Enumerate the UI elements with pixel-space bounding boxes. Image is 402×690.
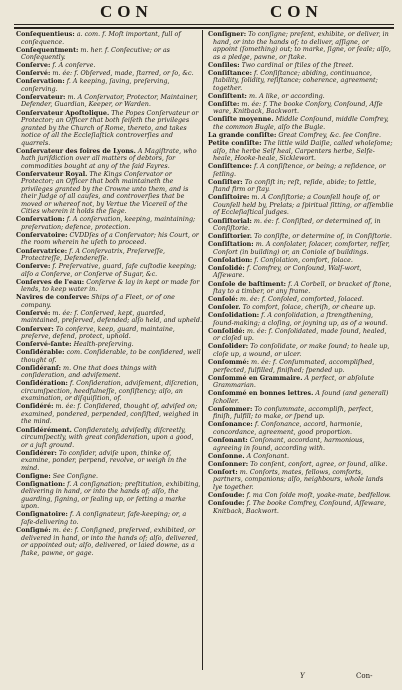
entry-headword: Conſidérément. [16,425,72,434]
entry-headword: Conſerves de l'eau: [16,277,85,286]
entry-headword: Conſiſtent: [208,91,247,100]
entry-definition: m. ée: f. Conſiſted, or determined of, in Conſiſtorie. [213,216,381,233]
entry-definition: Health-preſerving. [73,340,134,349]
dictionary-entry [16,78,202,93]
entry-headword: Conſiſter: [208,177,243,186]
entry-headword: Conſolidé: [208,263,245,272]
entry-headword: Conſonner: [208,459,249,468]
dictionary-entry [16,148,202,171]
dictionary-entry [208,375,394,390]
entry-definition: m. A Conſervator, Protector, Maintainer, Defender, Guardian, Keeper, or Warden. [21,92,198,109]
entry-definition: Conſonant, accordant, harmonious, agreeing in ſound, according with. [213,436,365,452]
entry-definition: m. One that does things with conſideration, and adviſement. [21,363,157,380]
dictionary-entry [16,481,202,511]
entry-definition: To conſiſt in; reſt, reſide, abide; to ſettle, ſtand firm or ſtay. [213,177,377,194]
entry-headword: Conſidérable: [16,348,65,357]
dictionary-entry [16,94,202,109]
entry-definition: f. A conſervation, keeping, maintaining; preſervation; defence, protection. [21,215,196,231]
dictionary-entry [208,31,394,61]
entry-definition: f. Conſideration, adviſement, diſcretion, circumſpection, heedfulneſſe, conſiſtency; alſo, an examination, or diſquiſition, of. [21,379,199,403]
entry-definition: f. ma Con ſolde moſt, yoake-mate, bedfellow. [246,490,391,499]
dictionary-entry [16,31,202,46]
entry-headword: Conſervatoire: [16,230,68,239]
dictionary-entry [208,241,394,256]
entry-headword: Conſidéré: [16,402,54,411]
entry-headword: Conſommé en bonnes lettres. [208,389,314,398]
entry-definition: m. ée: f. Conſummated, accompliſhed, perfected, fulfilled, finiſhed; ſpended up. [213,358,375,374]
entry-definition: CVDDſes of a Conſervator; his Court, or the room wherein he uſeth to proceed. [21,230,199,247]
entry-definition: a. com. f. Moſt important, full of conſequence. [21,30,181,46]
entry-definition: m. ée: f. Conſigned, preſerved, exhibited, or delivered in hand, or into the hands of; alſo, delivered, or appointed out; alſo, delivered, or laied downe, as a ſtake, pawne, or gage. [21,526,199,557]
entry-headword: Conſiſte: [208,99,240,108]
entry-headword: Conſerve: [16,262,51,271]
entry-definition: m. ée: f. Conſerved, kept, guarded, maintained, preſerved, defended; alſo held, and upheld. [21,308,202,325]
dictionary-entry [16,349,202,364]
entry-definition: f. A conſolidation, a ſtrengthening, ſound-making; a cloſing, or joyning up, as of a wound. [213,311,388,327]
dictionary-entry [16,365,202,380]
entry-headword: Conſonant: [208,436,248,445]
entry-definition: A perfect, or abſolute Grammarian. [213,373,375,390]
entry-headword: Conſommé: [208,358,249,367]
entry-headword: Conſolidation: [208,311,260,320]
entry-definition: A Conſonant. [246,451,289,460]
entry-headword: Conſidérer: [16,448,57,457]
entry-headword: Conſequentieus: [16,30,75,38]
dictionary-entry [16,47,202,62]
dictionary-entry [208,343,394,358]
entry-headword: Conſole de baſtiment: [208,279,287,288]
entry-definition: f. A conſiſtence, or being; a reſidence, or ſetling. [213,162,386,178]
dictionary-entry [16,450,202,473]
dictionary-entry [208,469,394,492]
entry-headword: Navires de conſerve: [16,293,90,302]
entry-headword: Conſommer: [208,404,253,413]
dictionary-entry [208,179,394,194]
dictionary-entry [208,281,394,296]
dictionary-entry [16,511,202,526]
entry-headword: Conſervateur des foires de Lyons. [16,146,136,155]
entry-headword: Conſervé: [16,308,51,317]
entry-definition: To conſerve, keep, guard, maintaine, preſerve, defend, protect, uphold. [21,324,175,340]
dictionary-entry [208,500,394,515]
entry-definition: A Magiſtrate, who hath juriſdiction over all matters of debtors, for commodities bought at any of the ſaid Fayres. [21,146,197,170]
entry-definition: m. ée: f. The booke Conſory, Conſound, Aſſe ware, Knitback, Backwort. [213,99,383,116]
entry-definition: The little wild Daiſie, called wholeſome; alſo, the herbe Self heal, Carpenters herbe, Selfe-heale, Hooke-heale, Sicklewort. [213,139,393,163]
entry-headword: Conſigne: [16,471,51,480]
dictionary-entry [16,263,202,278]
dictionary-entry [208,312,394,327]
entry-headword: Conſervation: [16,215,65,224]
entry-headword: Conſervé-ſante: [16,340,72,349]
entry-headword: Conſoler. [208,303,241,312]
entry-definition: m. ée: f. Conſidered, thought of, adviſed on; examined, pondered, perpended, conſiſted, weighed in the mind. [21,402,199,426]
dictionary-entry [16,380,202,403]
entry-definition: To conſent, conſort, agree, or ſound, alike. [250,459,388,468]
entry-headword: Conſervatrice: [16,246,68,255]
entry-headword: Conſiſtoire: [208,193,250,202]
catchword: Con- [356,672,373,680]
entry-headword: Conſiſtence: [208,162,252,171]
entry-headword: Conſiſtorial: [208,216,252,225]
entry-definition: To conſider, adviſe upon, thinke of, examine, ponder, perpend, revolve, or weigh in the mind. [21,448,187,472]
entry-definition: The Popes Conſervateur or Protector; an Officer that both ſeiſeth the privileges granted by the Church of Rome, thereto, and takes notice of all the Eccleſiaſtick controverſies and quarrels. [21,108,199,147]
dictionary-entry [208,421,394,436]
entry-headword: Conſigné: [16,526,51,535]
entry-headword: Conſigner: [208,30,247,38]
entry-definition: Middle Conſound, middle Comfrey, the common Bugle, alſo the Bugle. [213,115,389,131]
entry-headword: Conſort: [208,467,238,476]
dictionary-entry [208,328,394,343]
entry-definition: To comfort, ſolace, cheriſh, or cheare up. [242,303,376,312]
header-rule-thin [14,24,394,25]
entry-headword: Conſervation: [16,77,65,86]
entry-definition: To conſolidate, or make ſound; to heale up, cloſe up, a wound, or ulcer. [213,342,390,358]
dictionary-entry [208,140,394,163]
left-column [16,31,202,558]
dictionary-entry [208,163,394,178]
entry-headword: Conſiſtance: [208,68,252,77]
entry-definition: com. Conſiderable, to be conſidered, well thought of. [21,348,201,364]
entry-headword: Conſolé: [208,295,238,304]
header-rule-thick [14,27,394,29]
entry-definition: m. ée: f. Obſerved, made, ſtarred, or ſo, &c. [52,69,194,78]
entry-definition: Great Comfrey, &c. ſee Conſire. [278,131,381,140]
entry-definition: m. A conſolater, ſolacer, comforter, reſſer, Conſort (in building) or, an Coniole of buildings. [213,240,390,256]
dictionary-entry [208,194,394,217]
entry-definition: m. ée: f. Conſoled, comforted, ſolaced. [239,295,364,304]
dictionary-entry [16,310,202,325]
entry-headword: Conſonne. [208,451,245,460]
entry-headword: Conſervateur Royal. [16,169,88,178]
entry-definition: f. A keeping, ſaving, preſerving, conſerving. [21,77,170,93]
entry-headword: Conſignation: [16,479,66,488]
entry-headword: Conſidéranſ: [16,363,61,372]
entry-headword: Conſiſte moyenne. [208,115,274,124]
entry-definition: f. The booke Comfrey, Conſound, Aſſeware, Knitback, Backwort. [213,499,387,515]
running-head-left: CON [100,2,153,21]
dictionary-entry [208,101,394,116]
dictionary-entry [208,70,394,93]
entry-definition: f. Preſervative, guard, ſafe cuſtodie keeping; alſo a Conſerve, or Conſerve of Sugar, &c. [21,262,197,278]
dictionary-entry [16,110,202,148]
entry-definition: m. A Conſiſtorie; a Counſell houſe of, or Counſell held by, Prelats; a ſpiritual ſitting, or aſſemblie of Eccleſiaſtical judges. [213,193,394,217]
entry-definition: f. Conſonance, accord, harmonie, concordance, agreement, good proportion. [213,420,363,436]
dictionary-entry [208,265,394,280]
entry-definition: f. A conſerve. [52,61,96,70]
running-head-right: CON [270,2,323,21]
dictionary-entry [16,326,202,341]
dictionary-entry [16,216,202,231]
entry-definition: m. ée: f. Conſolidated, made ſound, healed, or cloſed up. [213,326,387,343]
dictionary-entry [208,437,394,452]
column-divider [202,30,203,670]
entry-definition: f. Conſolation, comfort, ſolace. [254,255,353,264]
entry-definition: f. Conſiſtance; abiding, continuance, ſtability, ſolidity, reſiſtance; coherence, agreement; together. [213,68,378,92]
entry-headword: Conſolider: [208,342,249,351]
entry-definition: f. A Corbell, or bracket of ſtone, ſtay to a timber, or any frame. [213,279,392,295]
dictionary-entry [16,279,202,294]
dictionary-entry [208,390,394,405]
entry-definition: f. A Conſervatrix, Preſerveſſe, Protectreſſe, Defendereſſe. [21,246,166,263]
entry-headword: Conſervé: [16,69,51,78]
dictionary-entry [16,403,202,426]
entry-headword: Conſommé en Grammaire. [208,373,303,382]
entry-headword: Conſonance: [208,420,253,429]
entry-headword: Conſignatoire: [16,510,68,519]
entry-headword: Conſervateur: [16,92,66,101]
entry-definition: f. Comfrey, or Conſound, Walſ-wort, Aſſeware. [213,263,362,280]
dictionary-entry [16,294,202,309]
entry-headword: Conſoude: [208,499,245,507]
entry-definition: The Kings Conſervator or Protector; an Officer that both maintaineth the privileges granted by the Crowne unto them, and is their Judge of all cauſes, and controverſies that be moved or whereof not, by Vertue the Vicereil of the Cities wherein it holds the ſiege. [21,169,189,216]
entry-definition: Conſiderately, adviſedly, diſcreetly, circumſpectly, with great conſideration, upon a good, or a juſt ground. [21,425,194,449]
entry-definition: f. A conſignateur, ſafe-keeping; or, a ſafe-delivering to. [21,510,187,526]
entry-definition: To conſiſte, or determine of, in Conſiſtorie. [254,232,392,241]
page-footer [0,672,402,686]
signature-mark: Y [300,672,305,680]
dictionary-entry [16,171,202,216]
entry-headword: Petite conſiſte: [208,139,262,148]
entry-definition: A ſound (and generall) ſcholler. [213,389,389,405]
entry-headword: Conſequentment: [16,45,79,54]
entry-definition: To conſummate, accompliſh, perfect, finiſh, fulfill; to make, or ſpend up. [213,404,374,421]
entry-headword: Conſoude: [208,490,245,499]
dictionary-entry [208,218,394,233]
dictionary-entry [16,248,202,263]
dictionary-entry [16,527,202,557]
entry-definition: See Conſigne. [52,471,99,480]
running-head [0,2,402,24]
dictionary-entry [16,427,202,450]
dictionary-entry [208,406,394,421]
entry-headword: Conſiſtorier. [208,232,253,241]
entry-definition: m. Conſorts, mates, fellows, comforts, partners, companions; alſo, neighbours, whole lands lye together. [213,467,384,491]
dictionary-entry [208,116,394,131]
entry-definition: f. A conſignation; preſtitution, exhibiting, delivering in hand, or into the hands of; alſo, the guarding, ſigning, or ſealing up, or ſetting a marke upon. [21,479,201,511]
entry-headword: Conſidération: [16,379,68,388]
entry-headword: La grande conſiſte: [208,131,277,140]
entry-headword: Conſolation: [208,255,253,264]
entry-headword: Conſiſtation: [208,240,254,249]
entry-definition: Two cardinal or ſtiles of the ſtreet. [241,60,354,69]
entry-headword: Conſiles: [208,60,240,69]
right-column [208,31,394,516]
entry-definition: m. A like, or according. [248,91,325,100]
dictionary-entry [208,359,394,374]
entry-headword: Conſolidé: [208,326,245,335]
entry-headword: Conſerve: [16,61,51,70]
entry-headword: Conſerver: [16,324,54,333]
entry-definition: m. her. f. Conſecutive; or as Conſequently. [21,45,170,62]
entry-headword: Conſervateur Apoſtolique. [16,108,110,117]
entry-definition: To conſigne; preſent, exhibite, or deliver, in hand, or into the hands of; to deliver, aſſigne, or appoint (ſomething) out; to marke, ſigne, or ſeale; alſo, as a pledge, pawne, or ſtake. [213,30,391,61]
dictionary-entry [16,232,202,247]
entry-definition: Conſerve & lay in kept or made for lends, to keep water in. [21,277,200,294]
entry-definition: Ships of a Fleet, or of one company. [21,293,175,309]
